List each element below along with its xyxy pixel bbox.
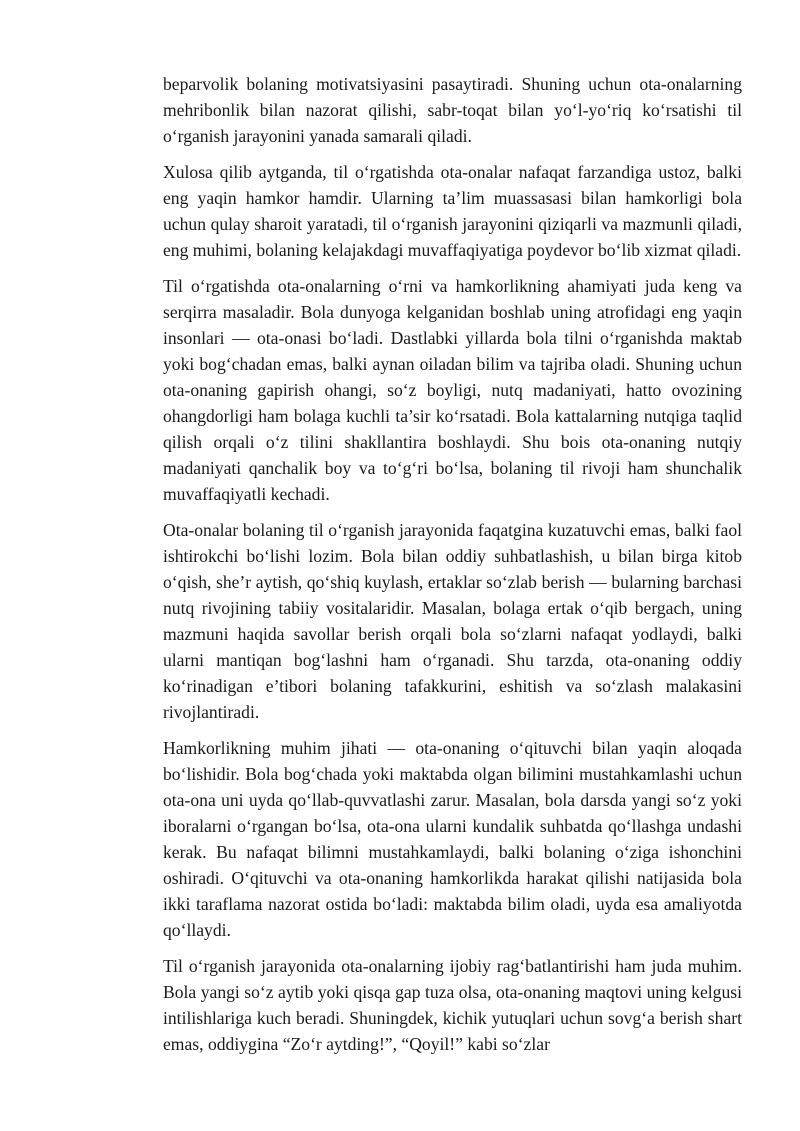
document-page — [163, 71, 742, 1067]
paragraph-positive-encouragement: Til o‘rganish jarayonida ota-onalarning ijobiy rag‘batlantirishi ham juda muhim. Bola yangi so‘z aytib yoki qisqa gap tuza olsa, ota-onaning maqtovi uning kelgusi intilishlariga kuch beradi. Shuningdek, kichik yutuqlari uchun sovg‘a berish shart emas, oddiygina “Zo‘r aytding!”, “Qoyil!” kabi so‘zlar — [163, 956, 742, 1054]
paragraph-conclusion: Xulosa qilib aytganda, til o‘rgatishda ota-onalar nafaqat farzandiga ustoz, balki eng yaqin hamkor hamdir. Ularning ta’lim muassasasi bilan hamkorligi bola uchun qulay sharoit yaratadi, til o‘rganish jarayonini qiziqarli va mazmunli qiladi, eng muhimi, bolaning kelajakdagi muvaffaqiyatiga poydevor bo‘lib xizmat qiladi. — [163, 162, 742, 260]
paragraph-active-participation: Ota-onalar bolaning til o‘rganish jarayonida faqatgina kuzatuvchi emas, balki faol ishtirokchi bo‘lishi lozim. Bola bilan oddiy suhbatlashish, u bilan birga kitob o‘qish, she’r aytish, qo‘shiq kuylash, ertaklar so‘zlab berish — bularning barchasi nutq rivojining tabiiy vositalaridir. Masalan, bolaga ertak o‘qib bergach, uning mazmuni haqida savollar berish orqali bola so‘zlarni nafaqat yodlaydi, balki ularni mantiqan bog‘lashni ham o‘rganadi. Shu tarzda, ota-onaning oddiy ko‘rinadigan e’tibori bolaning tafakkurini, eshitish va so‘zlash malakasini rivojlantiradi. — [163, 520, 742, 722]
paragraph-parents-role: Til o‘rgatishda ota-onalarning o‘rni va hamkorlikning ahamiyati juda keng va serqirra masaladir. Bola dunyoga kelganidan boshlab uning atrofidagi eng yaqin insonlari — ota-onasi bo‘ladi. Dastlabki yillarda bola tilni o‘rganishda maktab yoki bog‘chadan emas, balki aynan oiladan bilim va tajriba oladi. Shuning uchun ota-onaning gapirish ohangi, so‘z boyligi, nutq madaniyati, hatto ovozining ohangdorligi ham bolaga kuchli ta’sir ko‘rsatadi. Bola kattalarning nutqiga taqlid qilish orqali o‘z tilini shakllantira boshlaydi. Shu bois ota-onaning nutqiy madaniyati qanchalik boy va to‘g‘ri bo‘lsa, bolaning til rivoji ham shunchalik muvaffaqiyatli kechadi. — [163, 276, 742, 504]
paragraph-teacher-cooperation: Hamkorlikning muhim jihati — ota-onaning o‘qituvchi bilan yaqin aloqada bo‘lishidir. Bola bog‘chada yoki maktabda olgan bilimini mustahkamlashi uchun ota-ona uni uyda qo‘llab-quvvatlashi zarur. Masalan, bola darsda yangi so‘z yoki iboralarni o‘rgangan bo‘lsa, ota-ona ularni kundalik suhbatda qo‘llashga undashi kerak. Bu nafaqat bilimni mustahkamlaydi, balki bolaning o‘ziga ishonchini oshiradi. O‘qituvchi va ota-onaning hamkorlikda harakat qilishi natijasida bola ikki taraflama nazorat ostida bo‘ladi: maktabda bilim oladi, uyda esa amaliyotda qo‘llaydi. — [163, 738, 742, 940]
paragraph-motivation-ending: beparvolik bolaning motivatsiyasini pasaytiradi. Shuning uchun ota-onalarning mehribonlik bilan nazorat qilishi, sabr-toqat bilan yo‘l-yo‘riq ko‘rsatishi til o‘rganish jarayonini yanada samarali qiladi. — [163, 74, 742, 146]
